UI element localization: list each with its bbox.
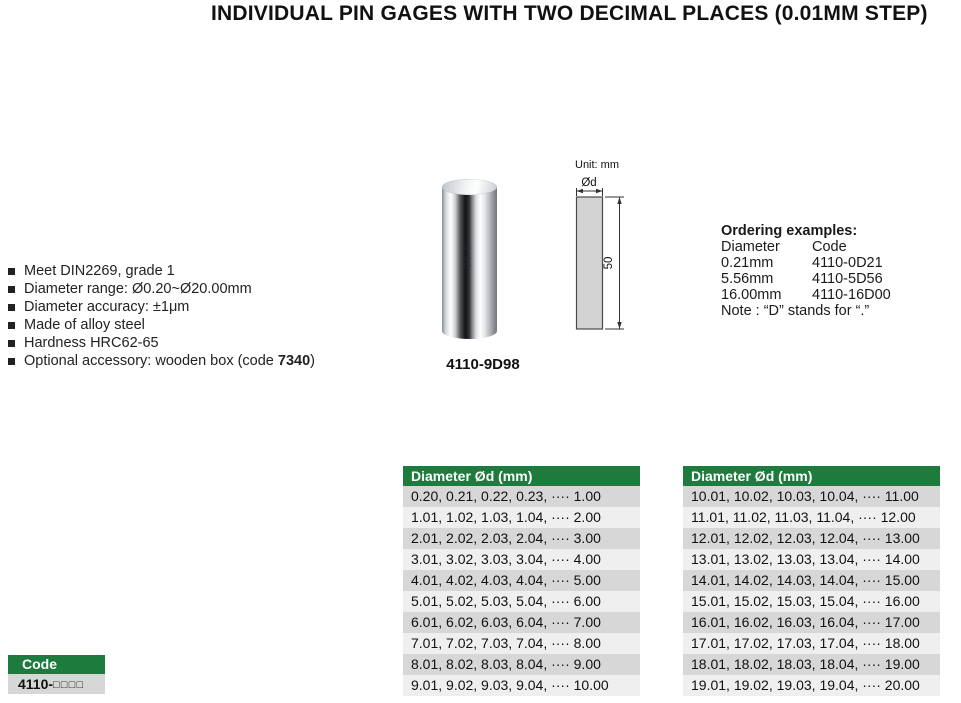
bullet-icon <box>8 304 15 311</box>
diameter-table-left <box>403 466 640 696</box>
ordering-note: Note : “D” stands for “.” <box>721 303 870 319</box>
ordering-row <box>721 271 891 287</box>
ordering-columns <box>721 239 891 255</box>
ordering-col-diameter: Diameter <box>721 239 780 255</box>
pin-top-face <box>442 179 497 195</box>
ordering-examples <box>721 223 891 319</box>
dim-arrow-top <box>617 197 621 204</box>
ordering-code: 4110-16D00 <box>812 287 891 303</box>
feature-text: Hardness HRC62-65 <box>24 335 159 351</box>
bullet-icon <box>8 322 15 329</box>
ordering-diameter: 16.00mm <box>721 287 782 303</box>
table-row: 13.01, 13.02, 13.03, 13.04, ···· 14.00 <box>683 549 940 570</box>
length-dim-label: 50 <box>603 256 615 270</box>
feature-item <box>8 298 315 316</box>
bullet-icon <box>8 268 15 275</box>
table-header: Diameter Ød (mm) <box>403 466 640 486</box>
code-prefix: 4110- <box>18 676 54 692</box>
table-row: 11.01, 11.02, 11.03, 11.04, ···· 12.00 <box>683 507 940 528</box>
feature-text: Diameter range: Ø0.20~Ø20.00mm <box>24 281 252 297</box>
ordering-code: 4110-5D56 <box>812 271 883 287</box>
bullet-icon <box>8 358 15 365</box>
code-placeholder-boxes: □□□□ <box>53 679 85 691</box>
feature-optional-suffix: ) <box>310 353 316 369</box>
table-row: 15.01, 15.02, 15.03, 15.04, ···· 16.00 <box>683 591 940 612</box>
unit-label: Unit: mm <box>575 159 619 171</box>
dim-arrow-bottom <box>617 322 621 329</box>
table-row: 4.01, 4.02, 4.03, 4.04, ···· 5.00 <box>403 570 640 591</box>
ordering-heading: Ordering examples: <box>721 223 858 239</box>
feature-item <box>8 334 315 352</box>
table-row: 3.01, 3.02, 3.03, 3.04, ···· 4.00 <box>403 549 640 570</box>
table-row: 9.01, 9.02, 9.03, 9.04, ···· 10.00 <box>403 675 640 696</box>
table-row: 5.01, 5.02, 5.03, 5.04, ···· 6.00 <box>403 591 640 612</box>
feature-item <box>8 316 315 334</box>
table-header: Diameter Ød (mm) <box>683 466 940 486</box>
dimension-drawing <box>563 157 635 343</box>
diameter-table-right <box>683 466 940 696</box>
ordering-diameter: 0.21mm <box>721 255 774 271</box>
feature-item <box>8 352 315 370</box>
table-row: 10.01, 10.02, 10.03, 10.04, ···· 11.00 <box>683 486 940 507</box>
ordering-row <box>721 287 891 303</box>
code-box-header: Code <box>8 655 105 674</box>
ordering-col-code: Code <box>812 239 847 255</box>
feature-item <box>8 262 315 280</box>
table-row: 2.01, 2.02, 2.03, 2.04, ···· 3.00 <box>403 528 640 549</box>
table-row: 14.01, 14.02, 14.03, 14.04, ···· 15.00 <box>683 570 940 591</box>
feature-optional-prefix: Optional accessory: wooden box (code <box>24 353 278 369</box>
code-box <box>8 655 105 694</box>
feature-text <box>24 352 315 370</box>
feature-item <box>8 280 315 298</box>
pin-body <box>442 187 497 339</box>
table-row: 1.01, 1.02, 1.03, 1.04, ···· 2.00 <box>403 507 640 528</box>
feature-text: Meet DIN2269, grade 1 <box>24 263 175 279</box>
ordering-row <box>721 255 891 271</box>
bullet-icon <box>8 286 15 293</box>
dim-arrow-right <box>596 189 603 193</box>
ordering-diameter: 5.56mm <box>721 271 774 287</box>
pin-gage-photo <box>442 179 497 339</box>
diameter-dim-label: Ød <box>581 177 597 189</box>
table-row: 0.20, 0.21, 0.22, 0.23, ···· 1.00 <box>403 486 640 507</box>
pin-engraving: 9.98 <box>460 244 473 270</box>
dim-arrow-left <box>577 189 584 193</box>
table-row: 19.01, 19.02, 19.03, 19.04, ···· 20.00 <box>683 675 940 696</box>
table-row: 17.01, 17.02, 17.03, 17.04, ···· 18.00 <box>683 633 940 654</box>
product-code-label: 4110-9D98 <box>446 356 520 373</box>
page-title: INDIVIDUAL PIN GAGES WITH TWO DECIMAL PLACES (0.01MM STEP) <box>211 2 928 25</box>
table-row: 18.01, 18.02, 18.03, 18.04, ···· 19.00 <box>683 654 940 675</box>
table-row: 8.01, 8.02, 8.03, 8.04, ···· 9.00 <box>403 654 640 675</box>
ordering-code: 4110-0D21 <box>812 255 883 271</box>
table-row: 12.01, 12.02, 12.03, 12.04, ···· 13.00 <box>683 528 940 549</box>
feature-text: Diameter accuracy: ±1μm <box>24 299 190 315</box>
feature-list <box>8 262 315 370</box>
table-row: 7.01, 7.02, 7.03, 7.04, ···· 8.00 <box>403 633 640 654</box>
pin-outline-rect <box>577 197 603 329</box>
table-row: 6.01, 6.02, 6.03, 6.04, ···· 7.00 <box>403 612 640 633</box>
table-row: 16.01, 16.02, 16.03, 16.04, ···· 17.00 <box>683 612 940 633</box>
code-box-value <box>8 674 105 694</box>
bullet-icon <box>8 340 15 347</box>
feature-text: Made of alloy steel <box>24 317 145 333</box>
feature-optional-code: 7340 <box>277 353 311 369</box>
